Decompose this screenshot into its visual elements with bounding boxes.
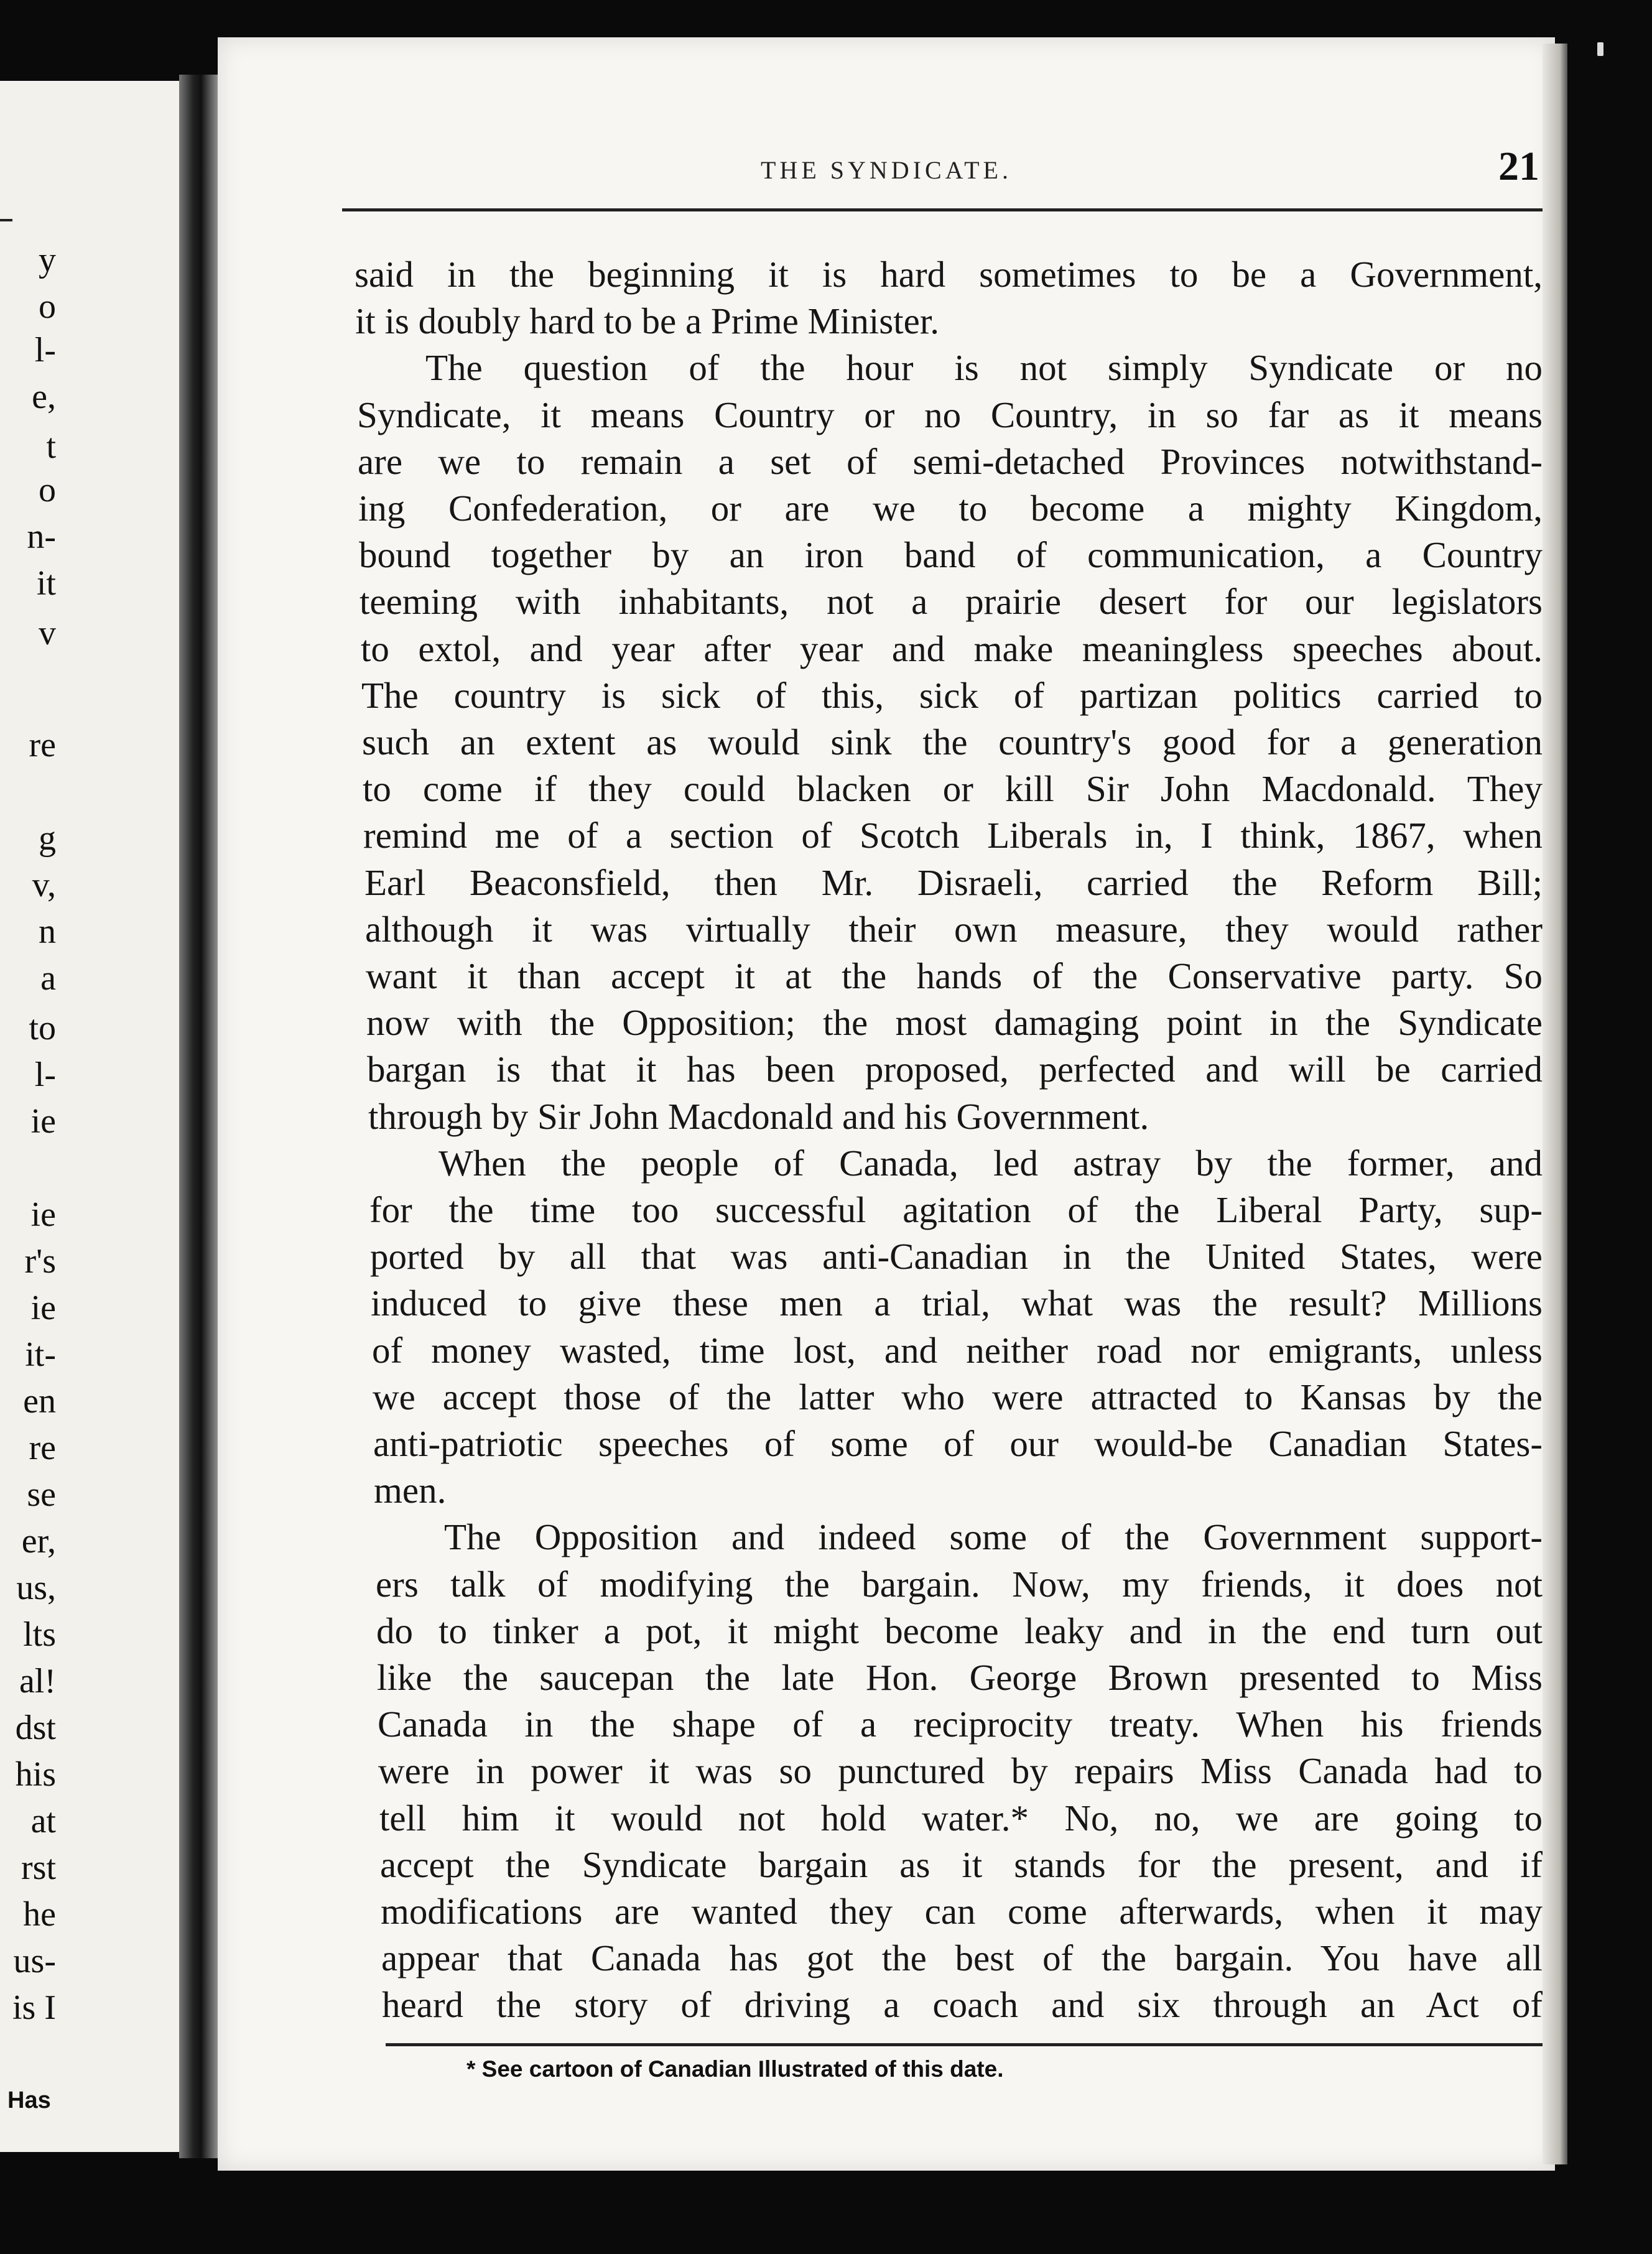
left-line-fragment: e, [32, 378, 56, 416]
left-line-fragment: ie [30, 1195, 56, 1234]
page-number: 21 [1498, 144, 1539, 189]
text-line: we accept those of the latter who were attracted to Kansas by the [373, 1376, 1543, 1417]
text-line: to come if they could blacken or kill Sir John Macdonald. They [363, 768, 1543, 810]
text-line: The question of the hour is not simply Syndicate or no [425, 347, 1543, 389]
body-text [218, 218, 1555, 2026]
left-line-fragment: us, [16, 1569, 56, 1607]
left-line-fragment: y [39, 241, 56, 279]
left-line-fragment: se [27, 1475, 56, 1514]
text-line: Syndicate, it means Country or no Country, in so far as it means [357, 394, 1543, 435]
text-line: for the time too successful agitation of the Liberal Party, sup- [369, 1189, 1543, 1230]
text-line: accept the Syndicate bargain as it stands for the present, and if [380, 1844, 1543, 1885]
left-line-fragment: er, [21, 1522, 56, 1561]
right-page [218, 37, 1555, 2171]
text-line: teeming with inhabitants, not a prairie desert for our legislators [360, 581, 1543, 623]
text-line: it is doubly hard to be a Prime Minister. [355, 300, 939, 342]
text-line: anti-patriotic speeches of some of our would-be Canadian States- [373, 1423, 1543, 1464]
left-page-footnote-fragment: Has [7, 2087, 51, 2113]
left-facing-page [0, 81, 187, 2152]
left-line-fragment: ie [30, 1102, 56, 1141]
left-line-fragment: en [23, 1382, 56, 1421]
text-line: remind me of a section of Scotch Liberals in, I think, 1867, when [363, 815, 1543, 856]
left-line-fragment: his [15, 1755, 56, 1794]
left-page-line-fragments [0, 81, 187, 2152]
left-line-fragment: to [29, 1009, 56, 1047]
left-line-fragment: v [39, 614, 56, 652]
text-line: were in power it was so punctured by repairs Miss Canada had to [378, 1750, 1543, 1792]
left-line-fragment: rst [21, 1848, 56, 1887]
left-line-fragment: r's [24, 1242, 56, 1281]
text-line: bound together by an iron band of communication, a Country [359, 534, 1543, 576]
text-line: to extol, and year after year and make meaningless speeches about. [361, 628, 1543, 669]
left-line-fragment: ie [30, 1289, 56, 1327]
left-line-fragment: us- [13, 1942, 56, 1980]
footnote-rule [386, 2043, 1549, 2046]
book-gutter [179, 75, 219, 2158]
left-line-fragment: lts [23, 1615, 56, 1654]
header-rule [342, 208, 1543, 211]
text-line: said in the beginning it is hard sometimes to be a Government, [355, 254, 1543, 295]
left-line-fragment: dst [15, 1709, 56, 1747]
footnote: * See cartoon of Canadian Illustrated of this date. [466, 2056, 1004, 2082]
left-line-fragment: is I [12, 1988, 56, 2027]
text-line: Earl Beaconsfield, then Mr. Disraeli, carried the Reform Bill; [364, 861, 1543, 903]
text-line: do to tinker a pot, it might become leaky and in the end turn out [376, 1610, 1543, 1651]
text-line: like the saucepan the late Hon. George Brown presented to Miss [377, 1657, 1543, 1698]
text-line: modifications are wanted they can come afterwards, when it may [381, 1891, 1543, 1932]
left-line-fragment: l- [34, 1055, 56, 1094]
left-line-fragment: re [29, 1429, 56, 1467]
text-line: now with the Opposition; the most damaging point in the Syndicate [366, 1002, 1543, 1044]
text-line: When the people of Canada, led astray by the former, and [439, 1142, 1543, 1184]
left-line-fragment: a [40, 959, 56, 998]
left-line-fragment: it [36, 564, 56, 603]
left-line-fragment: n- [27, 517, 56, 556]
text-line: Canada in the shape of a reciprocity treaty. When his friends [378, 1704, 1543, 1745]
text-line: of money wasted, time lost, and neither road nor emigrants, unless [372, 1329, 1543, 1371]
text-line: such an extent as would sink the country's good for a generation [362, 721, 1543, 763]
text-line: through by Sir John Macdonald and his Government. [368, 1095, 1149, 1137]
left-line-fragment: o [39, 471, 56, 509]
corner-mark [1597, 42, 1603, 56]
left-line-fragment: it- [25, 1335, 56, 1374]
text-line: although it was virtually their own measure, they would rather [365, 908, 1543, 950]
text-line: ers talk of modifying the bargain. Now, my friends, it does not [376, 1563, 1543, 1605]
text-line: ing Confederation, or are we to become a mighty Kingdom, [358, 488, 1543, 529]
left-line-fragment: he [23, 1895, 56, 1934]
left-line-fragment: re [29, 726, 56, 764]
text-line: heard the story of driving a coach and six through an Act of [382, 1984, 1543, 2026]
text-line: The Opposition and indeed some of the Government support- [444, 1516, 1543, 1558]
left-line-fragment: v, [32, 866, 56, 904]
text-line: bargan is that it has been proposed, perfected and will be carried [367, 1049, 1543, 1090]
text-line: induced to give these men a trial, what was the result? Millions [371, 1282, 1543, 1324]
text-line: The country is sick of this, sick of partizan politics carried to [361, 674, 1543, 716]
running-head: THE SYNDICATE. [761, 156, 1012, 184]
left-line-fragment: t [46, 427, 56, 466]
left-line-fragment: o [39, 287, 56, 326]
text-line: tell him it would not hold water.* No, no, we are going to [379, 1797, 1543, 1839]
left-line-fragment: n [39, 912, 56, 951]
text-line: want it than accept it at the hands of the Conservative party. So [366, 955, 1543, 996]
left-line-fragment: l- [34, 331, 56, 369]
text-line: ported by all that was anti-Canadian in the United States, were [370, 1236, 1543, 1278]
page-edge [1543, 44, 1567, 2164]
text-line: men. [374, 1470, 447, 1511]
left-line-fragment: g [39, 819, 56, 858]
left-line-fragment: al! [19, 1662, 56, 1700]
text-line: are we to remain a set of semi-detached Provinces notwithstand- [358, 440, 1543, 482]
text-line: appear that Canada has got the best of the bargain. You have all [381, 1937, 1543, 1979]
left-line-fragment: at [30, 1802, 56, 1840]
